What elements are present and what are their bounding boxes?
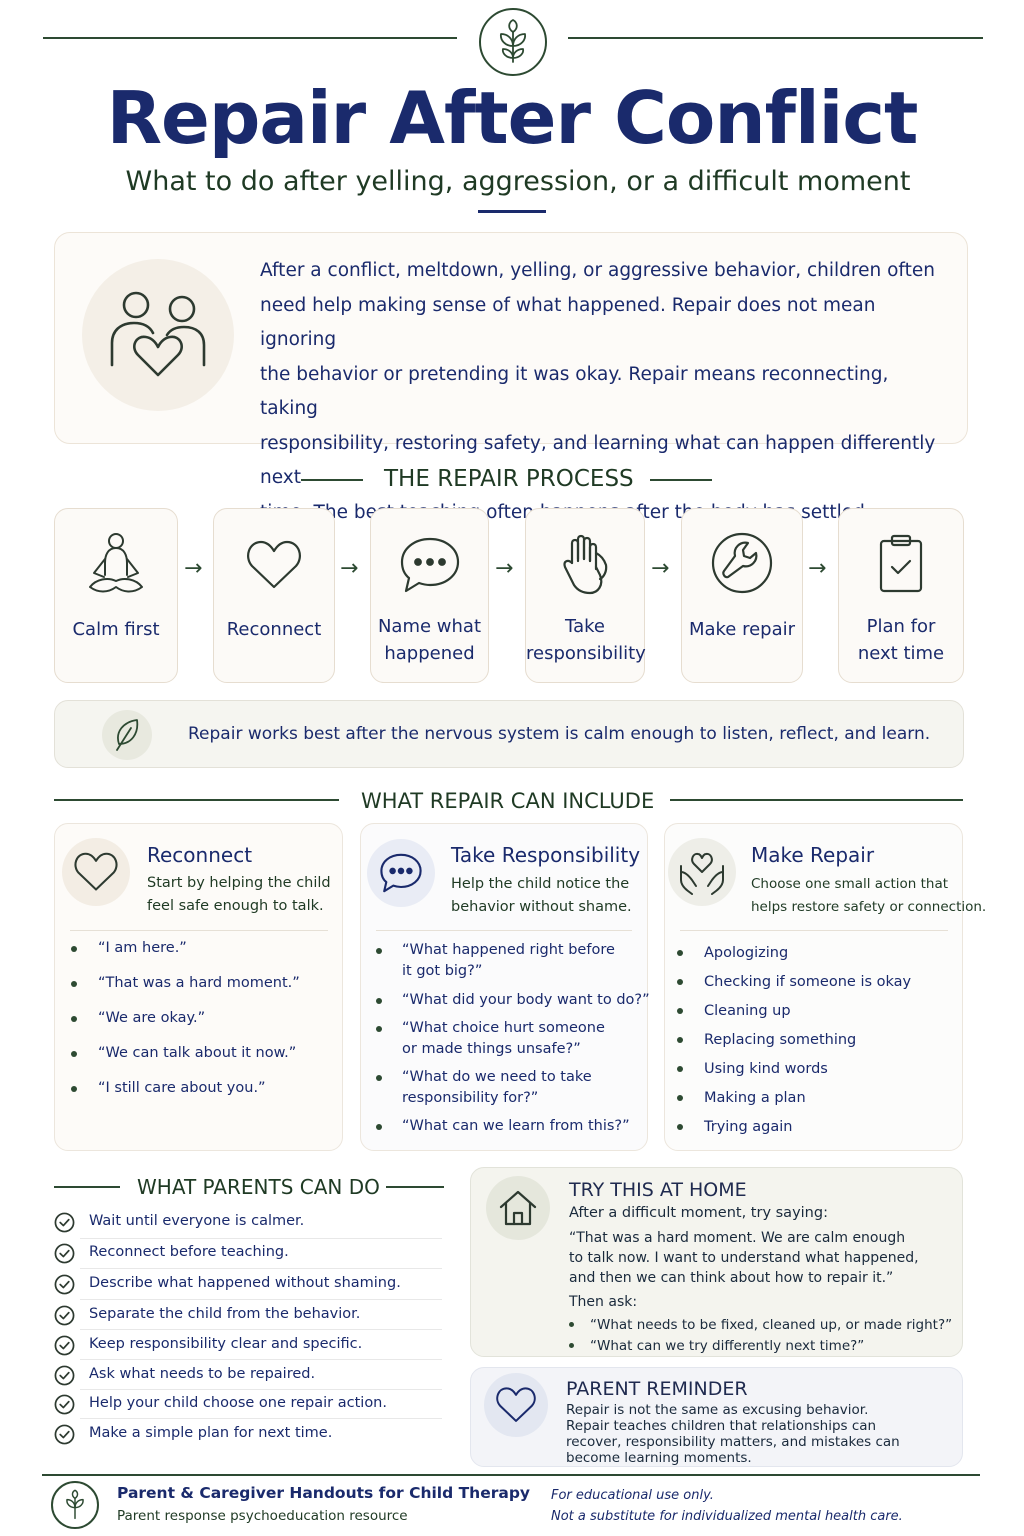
step-plan-next-time <box>838 508 964 683</box>
list-item-line: or made things unsafe?” <box>402 1041 581 1057</box>
calm-banner-text: Repair works best after the nervous system is calm enough to listen, reflect, and learn. <box>188 724 931 744</box>
footer-title: Parent & Caregiver Handouts for Child Therapy <box>117 1484 531 1502</box>
page-subtitle: What to do after yelling, aggression, or a difficult moment <box>125 166 911 197</box>
try-question: “What can we try differently next time?” <box>590 1338 865 1354</box>
list-item: Making a plan <box>704 1090 806 1106</box>
bullet <box>71 946 77 952</box>
divider <box>80 1359 442 1360</box>
list-item: Apologizing <box>704 945 789 961</box>
list-item: “We are okay.” <box>98 1010 206 1026</box>
section-rule <box>54 799 339 801</box>
divider <box>80 1299 442 1300</box>
subtitle-underline <box>478 210 546 213</box>
list-item: Replacing something <box>704 1032 857 1048</box>
divider <box>80 1418 442 1419</box>
list-item-line: “What do we need to take <box>402 1069 592 1085</box>
bullet <box>677 979 683 985</box>
parents-title: WHAT PARENTS CAN DO <box>137 1175 380 1199</box>
list-item <box>402 1067 592 1109</box>
section-rule <box>301 479 363 481</box>
include-title: WHAT REPAIR CAN INCLUDE <box>361 789 655 813</box>
step-make-repair <box>681 508 803 683</box>
step-reconnect <box>213 508 335 683</box>
include-card-desc <box>147 872 331 918</box>
card-divider <box>680 930 948 931</box>
heart-icon <box>73 851 119 893</box>
intro-line: After a conflict, meltdown, yelling, or aggressive behavior, children often <box>260 260 935 281</box>
check-circle-icon <box>54 1274 75 1295</box>
bullet <box>677 950 683 956</box>
bullet <box>569 1343 574 1348</box>
try-intro: After a difficult moment, try saying: <box>569 1205 828 1221</box>
speech-bubble-icon <box>398 535 462 595</box>
list-item: “That was a hard moment.” <box>98 975 300 991</box>
sprout-icon <box>491 18 535 66</box>
list-item-line: it got big?” <box>402 963 483 979</box>
calm-icon-wrap <box>102 710 152 760</box>
try-title: TRY THIS AT HOME <box>569 1179 747 1201</box>
list-item <box>402 1018 605 1060</box>
section-rule <box>650 479 712 481</box>
include-card-title: Take Responsibility <box>451 843 641 867</box>
bullet <box>376 1026 382 1032</box>
list-item: Cleaning up <box>704 1003 791 1019</box>
check-circle-icon <box>54 1243 75 1264</box>
list-item-line: responsibility for?” <box>402 1090 539 1106</box>
quote-line: and then we can think about how to repair it.” <box>569 1270 894 1286</box>
section-rule <box>54 1186 120 1188</box>
header-rule-left <box>43 37 457 39</box>
list-item: “I still care about you.” <box>98 1080 266 1096</box>
sprout-icon <box>60 1489 90 1521</box>
list-item <box>402 940 615 982</box>
parent-tip: Make a simple plan for next time. <box>89 1425 333 1441</box>
desc-line: Choose one small action that <box>751 876 949 892</box>
bullet <box>376 1124 382 1130</box>
reminder-line: recover, responsibility matters, and mistakes can <box>566 1434 900 1450</box>
list-item: “What did your body want to do?” <box>402 992 650 1008</box>
bullet <box>376 1075 382 1081</box>
intro-icon-wrap <box>82 259 234 411</box>
desc-line: feel safe enough to talk. <box>147 898 324 914</box>
reminder-title: PARENT REMINDER <box>566 1378 748 1400</box>
parent-tip: Keep responsibility clear and specific. <box>89 1336 363 1352</box>
check-circle-icon <box>54 1424 75 1445</box>
include-card-desc <box>451 873 632 919</box>
bullet <box>677 1008 683 1014</box>
include-card-desc <box>751 873 986 919</box>
check-circle-icon <box>54 1305 75 1326</box>
step-label: Reconnect <box>226 619 322 640</box>
check-circle-icon <box>54 1335 75 1356</box>
bullet <box>376 998 382 1004</box>
include-icon-wrap <box>367 839 435 907</box>
step-label: Plan for <box>866 616 936 637</box>
list-item: “I am here.” <box>98 940 187 956</box>
step-label: Calm first <box>72 619 160 640</box>
bullet <box>569 1322 574 1327</box>
list-item: “What can we learn from this?” <box>402 1118 630 1134</box>
step-label: Name what <box>377 616 482 637</box>
reminder-line: become learning moments. <box>566 1450 752 1466</box>
check-circle-icon <box>54 1212 75 1233</box>
footer-logo <box>51 1481 99 1529</box>
step-label: next time <box>857 643 945 664</box>
bullet <box>71 981 77 987</box>
list-item: “We can talk about it now.” <box>98 1045 297 1061</box>
check-circle-icon <box>54 1365 75 1386</box>
header-rule-right <box>568 37 983 39</box>
clipboard-check-icon <box>877 533 925 595</box>
include-card-title: Reconnect <box>147 843 253 867</box>
card-divider <box>70 930 328 931</box>
intro-line: often after settled. <box>486 501 871 523</box>
reminder-line: Repair teaches children that relationships can <box>566 1418 877 1434</box>
meditation-icon <box>86 531 146 597</box>
reminder-text <box>566 1402 900 1466</box>
step-take-responsibility <box>525 508 645 683</box>
parent-tip: Describe what happened without shaming. <box>89 1275 401 1291</box>
quote-line: to talk now. I want to understand what happened, <box>569 1250 919 1266</box>
list-item: Checking if someone is okay <box>704 974 912 990</box>
speech-bubble-icon <box>378 852 424 894</box>
bullet <box>677 1124 683 1130</box>
try-icon-wrap <box>486 1176 550 1240</box>
list-item-line: “What happened right before <box>402 942 615 958</box>
reminder-icon-wrap <box>484 1373 548 1437</box>
desc-line: Start by helping the child <box>147 875 331 891</box>
section-rule <box>386 1186 444 1188</box>
reminder-line: Repair is not the same as excusing behavior. <box>566 1402 869 1418</box>
bullet <box>71 1051 77 1057</box>
try-question: “What needs to be fixed, cleaned up, or made right?” <box>590 1317 953 1333</box>
parent-tip: Help your child choose one repair action. <box>89 1395 387 1411</box>
step-name-what-happened <box>370 508 489 683</box>
parent-tip: Separate the child from the behavior. <box>89 1306 361 1322</box>
intro-line: the behavior or pretending it was okay. Repair means reconnecting, taking <box>260 363 889 419</box>
include-icon-wrap <box>668 838 736 906</box>
hands-heart-icon <box>677 848 727 896</box>
card-divider <box>376 930 632 931</box>
process-title: THE REPAIR PROCESS <box>384 466 634 492</box>
parent-tip: Ask what needs to be repaired. <box>89 1366 316 1382</box>
footer-note: For educational use only. <box>551 1488 714 1503</box>
footer-note: Not a substitute for individualized mental health care. <box>551 1509 903 1524</box>
bullet <box>677 1066 683 1072</box>
family-heart-icon <box>106 287 210 383</box>
leaf-icon <box>113 718 141 752</box>
arrow-right-icon: → <box>495 556 514 581</box>
list-item: Using kind words <box>704 1061 828 1077</box>
arrow-right-icon: → <box>651 556 670 581</box>
desc-line: helps restore safety or connection. <box>751 899 987 915</box>
raised-hand-icon <box>560 533 610 597</box>
list-item: Trying again <box>704 1119 793 1135</box>
step-label: happened <box>384 643 475 664</box>
step-label: responsibility <box>526 643 646 664</box>
divider <box>80 1389 442 1390</box>
bullet <box>71 1016 77 1022</box>
parent-tip: Wait until everyone is calmer. <box>89 1213 305 1229</box>
bullet <box>677 1037 683 1043</box>
check-circle-icon <box>54 1394 75 1415</box>
divider <box>80 1238 442 1239</box>
step-label: Make repair <box>688 619 796 640</box>
desc-line: Help the child notice the <box>451 876 630 892</box>
wrench-icon <box>710 531 774 595</box>
include-card-title: Make Repair <box>751 843 875 867</box>
intro-line: responsibility, restoring safety, and learning what can happen differently next <box>260 432 936 488</box>
bullet <box>376 948 382 954</box>
try-then-ask: Then ask: <box>569 1294 638 1310</box>
arrow-right-icon: → <box>340 556 359 581</box>
arrow-right-icon: → <box>808 556 827 581</box>
section-rule <box>670 799 963 801</box>
intro-line: need help making sense of what happened. Repair does not mean ignoring <box>260 294 876 350</box>
bullet <box>677 1095 683 1101</box>
footer-rule <box>42 1474 980 1476</box>
parent-tip: Reconnect before teaching. <box>89 1244 289 1260</box>
include-icon-wrap <box>62 838 130 906</box>
page-title: Repair After Conflict <box>106 76 918 160</box>
footer-subtitle: Parent response psychoeducation resource <box>117 1508 408 1524</box>
step-label: Take <box>565 616 605 637</box>
try-quote <box>569 1228 919 1288</box>
logo <box>479 8 547 76</box>
arrow-right-icon: → <box>184 556 203 581</box>
desc-line: behavior without shame. <box>451 899 632 915</box>
step-calm-first <box>54 508 178 683</box>
list-item-line: “What choice hurt someone <box>402 1020 605 1036</box>
quote-line: “That was a hard moment. We are calm enough <box>569 1230 906 1246</box>
bullet <box>71 1086 77 1092</box>
house-icon <box>498 1188 538 1228</box>
heart-icon <box>495 1386 537 1424</box>
divider <box>80 1329 442 1330</box>
heart-icon <box>245 539 303 591</box>
divider <box>80 1268 442 1269</box>
